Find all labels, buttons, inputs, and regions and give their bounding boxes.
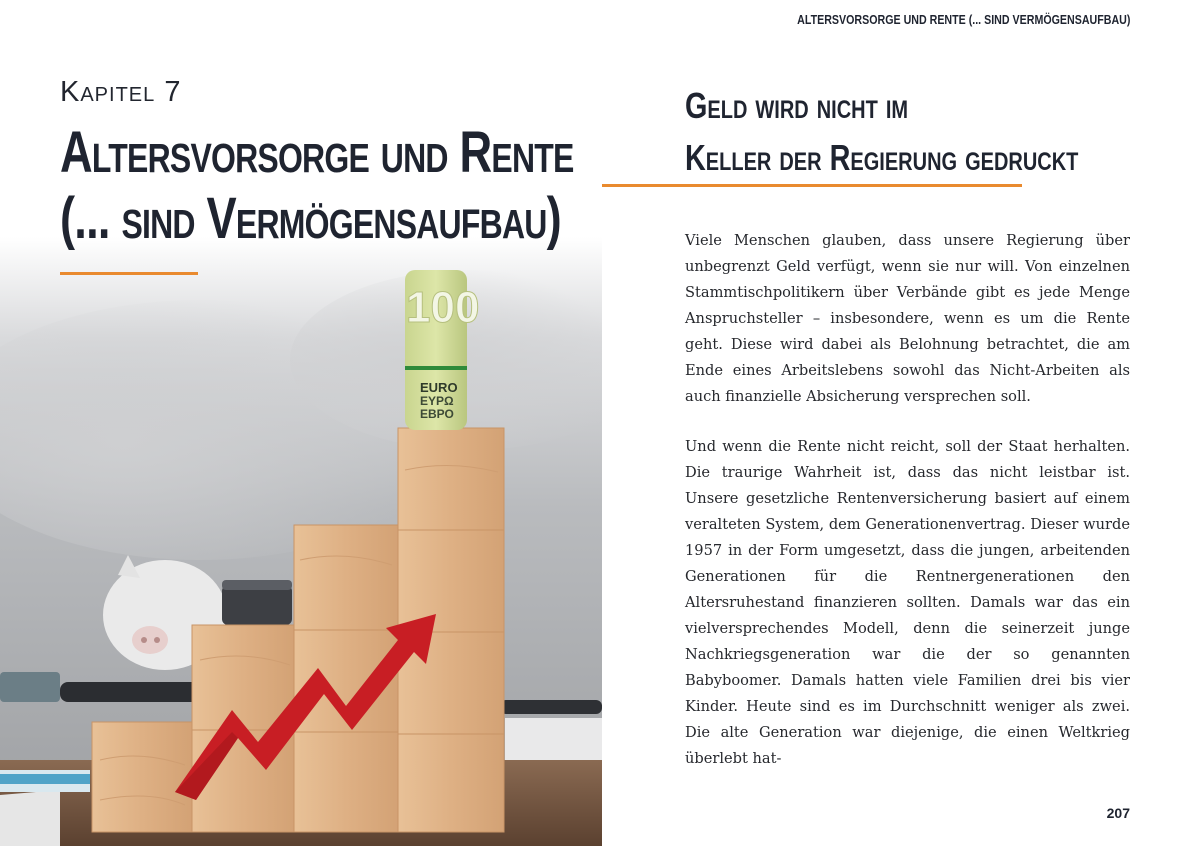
banknote-label: EURO <box>420 380 458 395</box>
body-text <box>685 228 1130 796</box>
section-title-line-2: Keller der Regierung gedruckt <box>685 137 1079 178</box>
section-title-rule <box>602 184 1022 187</box>
background-object <box>0 672 60 702</box>
body-paragraph-1: Viele Menschen glauben, dass unsere Regierung über unbegrenzt Geld verfügt, wenn sie nur will. Von einzelnen Stammtischpolitikern über Verbände gibt es jede Menge Anspruchsteller – insbesondere, wenn es um die Rente geht. Diese wird dabei als Belohnung betrachtet, die am Ende eines Arbeitslebens sowohl das Nicht-Arbeiten als auch finanzielle Absicherung versprechen soll. <box>685 232 1130 405</box>
section-title <box>685 80 1078 184</box>
running-header: ALTERSVORSORGE UND RENTE (... SIND VERMÖGENSAUFBAU) <box>796 12 1130 27</box>
chapter-title-line-2: (... sind Vermögensaufbau) <box>60 186 561 251</box>
banknote-label-greek: ΕΥΡΩ <box>420 394 454 408</box>
section-title-line-1: Geld wird nicht im <box>685 85 909 126</box>
banknote-value: 100 <box>406 283 480 332</box>
pen-icon <box>500 700 602 714</box>
chapter-title <box>60 120 574 252</box>
banknote-label-cyrillic: ЕВРО <box>420 407 454 421</box>
body-paragraph-2: Und wenn die Rente nicht reicht, soll der Staat herhalten. Die traurige Wahrheit ist, dass das nicht leistbar ist. Unsere gesetzliche Rentenversicherung basiert auf einem veralteten System, dem Generationenvertrag. Dieser wurde 1957 in der Form umgesetzt, dass die jungen, arbeitenden Generationen für die Rentnergenerationen den Altersruhestand finanzieren sollten. Damals war das ein vielversprechendes Modell, denn die seinerzeit junge Nachkriegsgeneration war die der so genannten Babyboomer. Damals hatten viele Familien drei bis vier Kinder. Heute sind es im Durchschnitt weniger als zwei. Die alte Generation war diejenige, die einen Weltkrieg überlebt hat- <box>685 438 1130 767</box>
chapter-label: Kapitel 7 <box>60 76 182 108</box>
pen-icon <box>60 682 200 702</box>
coffee-cup-icon <box>222 580 292 625</box>
page-number: 207 <box>1106 805 1130 821</box>
calculator-icon <box>0 790 60 846</box>
chapter-title-rule <box>60 272 198 275</box>
chapter-title-line-1: Altersvorsorge und Rente <box>60 120 574 185</box>
